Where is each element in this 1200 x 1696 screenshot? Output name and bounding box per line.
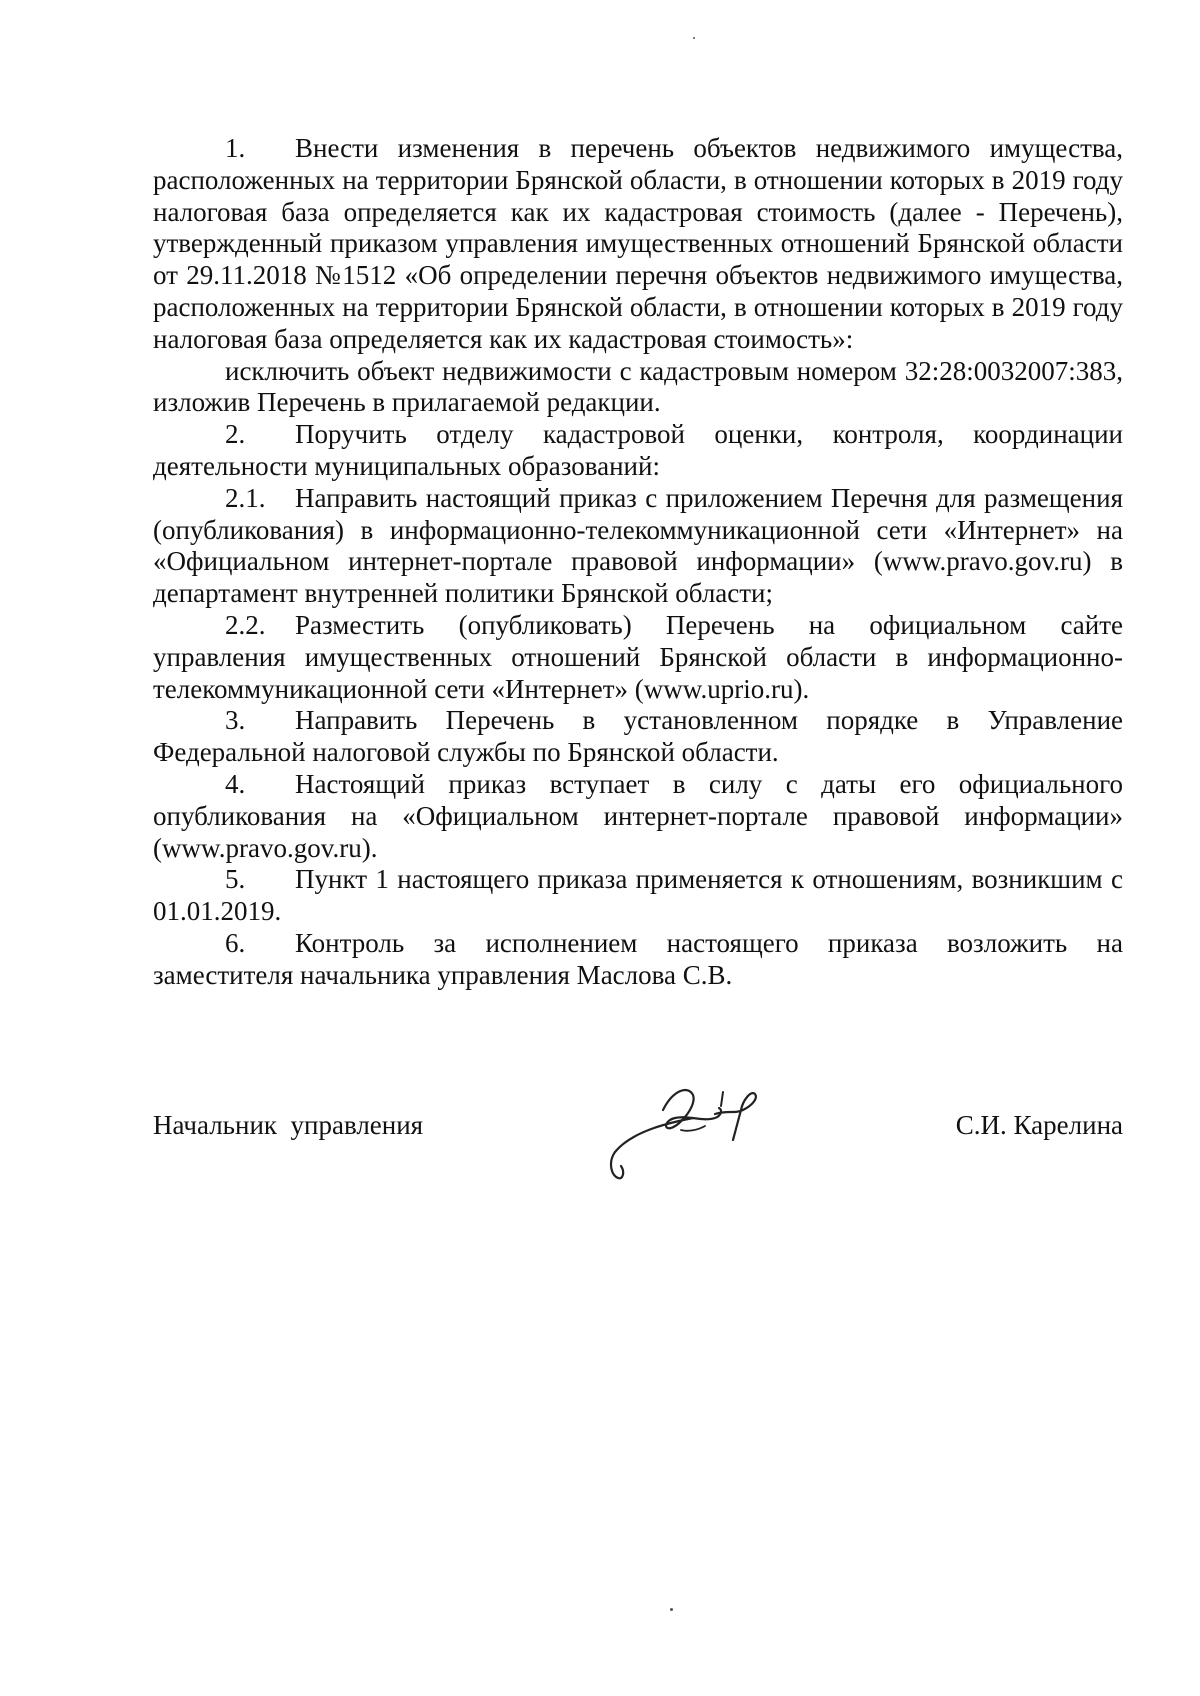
- signature-block: [153, 1110, 1123, 1230]
- signatory-title: Начальник управления: [153, 1110, 424, 1140]
- paragraph-1-sub: [153, 356, 1123, 420]
- scan-speck: [670, 1608, 673, 1611]
- paragraph-3: [153, 705, 1123, 769]
- paragraph-number: 1.: [225, 133, 246, 163]
- paragraph-text: Настоящий приказ вступает в силу с даты его официального опубликования на «Официальном интернет-портале правовой информации» (www.pravo.gov.ru).: [153, 768, 1123, 863]
- paragraph-4: [153, 769, 1123, 864]
- paragraph-text: Пункт 1 настоящего приказа применяется к отношениям, возникшим с 01.01.2019.: [153, 864, 1123, 927]
- paragraph-number: 2.2.: [225, 609, 266, 640]
- paragraph-text: Разместить (опубликовать) Перечень на официальном сайте управления имущественных отношений Брянской области в информационно-телекоммуникационной сети «Интернет» (www.uprio.ru).: [153, 609, 1123, 704]
- paragraph-text: Внести изменения в перечень объектов недвижимого имущества, расположенных на территории Брянской области, в отношении которых в 2019 году налоговая база определяется как их кадастровая стоимость (далее - Перечень), утвержденный приказом управления имущественных отношений Брянской области от 29.11.2018 №1512 «Об определении перечня объектов недвижимого имущества, расположенных на территории Брянской области, в отношении которых в 2019 году налоговая база определяется как их кадастровая стоимость»:: [153, 133, 1123, 354]
- signatory-name: С.И. Карелина: [955, 1110, 1123, 1140]
- paragraph-number: 5.: [225, 864, 246, 895]
- paragraph-text: Контроль за исполнением настоящего приказа возложить на заместителя начальника управления Маслова С.В.: [153, 927, 1123, 990]
- paragraph-text: Направить Перечень в установленном порядке в Управление Федеральной налоговой службы по Брянской области.: [153, 705, 1123, 768]
- scan-speck: [693, 37, 695, 39]
- paragraph-text: Поручить отделу кадастровой оценки, контроля, координации деятельности муниципальных образований:: [153, 419, 1123, 481]
- paragraph-5: [153, 864, 1123, 928]
- paragraph-text: Направить настоящий приказ с приложением Перечня для размещения (опубликования) в информационно-телекоммуникационной сети «Интернет» на «Официальном интернет-портале правовой информации» (www.pravo.gov.ru) в департамент внутренней политики Брянской области;: [153, 482, 1123, 609]
- paragraph-1: [153, 133, 1123, 356]
- paragraph-number: 6.: [225, 927, 246, 958]
- paragraph-number: 2.: [225, 419, 246, 450]
- paragraph-6: [153, 928, 1123, 992]
- paragraph-2-1: [153, 483, 1123, 610]
- paragraph-number: 3.: [225, 705, 246, 736]
- paragraph-number: 2.1.: [225, 482, 266, 513]
- order-body: [153, 133, 1123, 992]
- paragraph-2: [153, 419, 1123, 483]
- paragraph-text: исключить объект недвижимости с кадастровым номером 32:28:0032007:383, изложив Перечень в прилагаемой редакции.: [153, 355, 1123, 418]
- paragraph-number: 4.: [225, 768, 246, 799]
- handwritten-signature-icon: [593, 1070, 793, 1200]
- paragraph-2-2: [153, 610, 1123, 705]
